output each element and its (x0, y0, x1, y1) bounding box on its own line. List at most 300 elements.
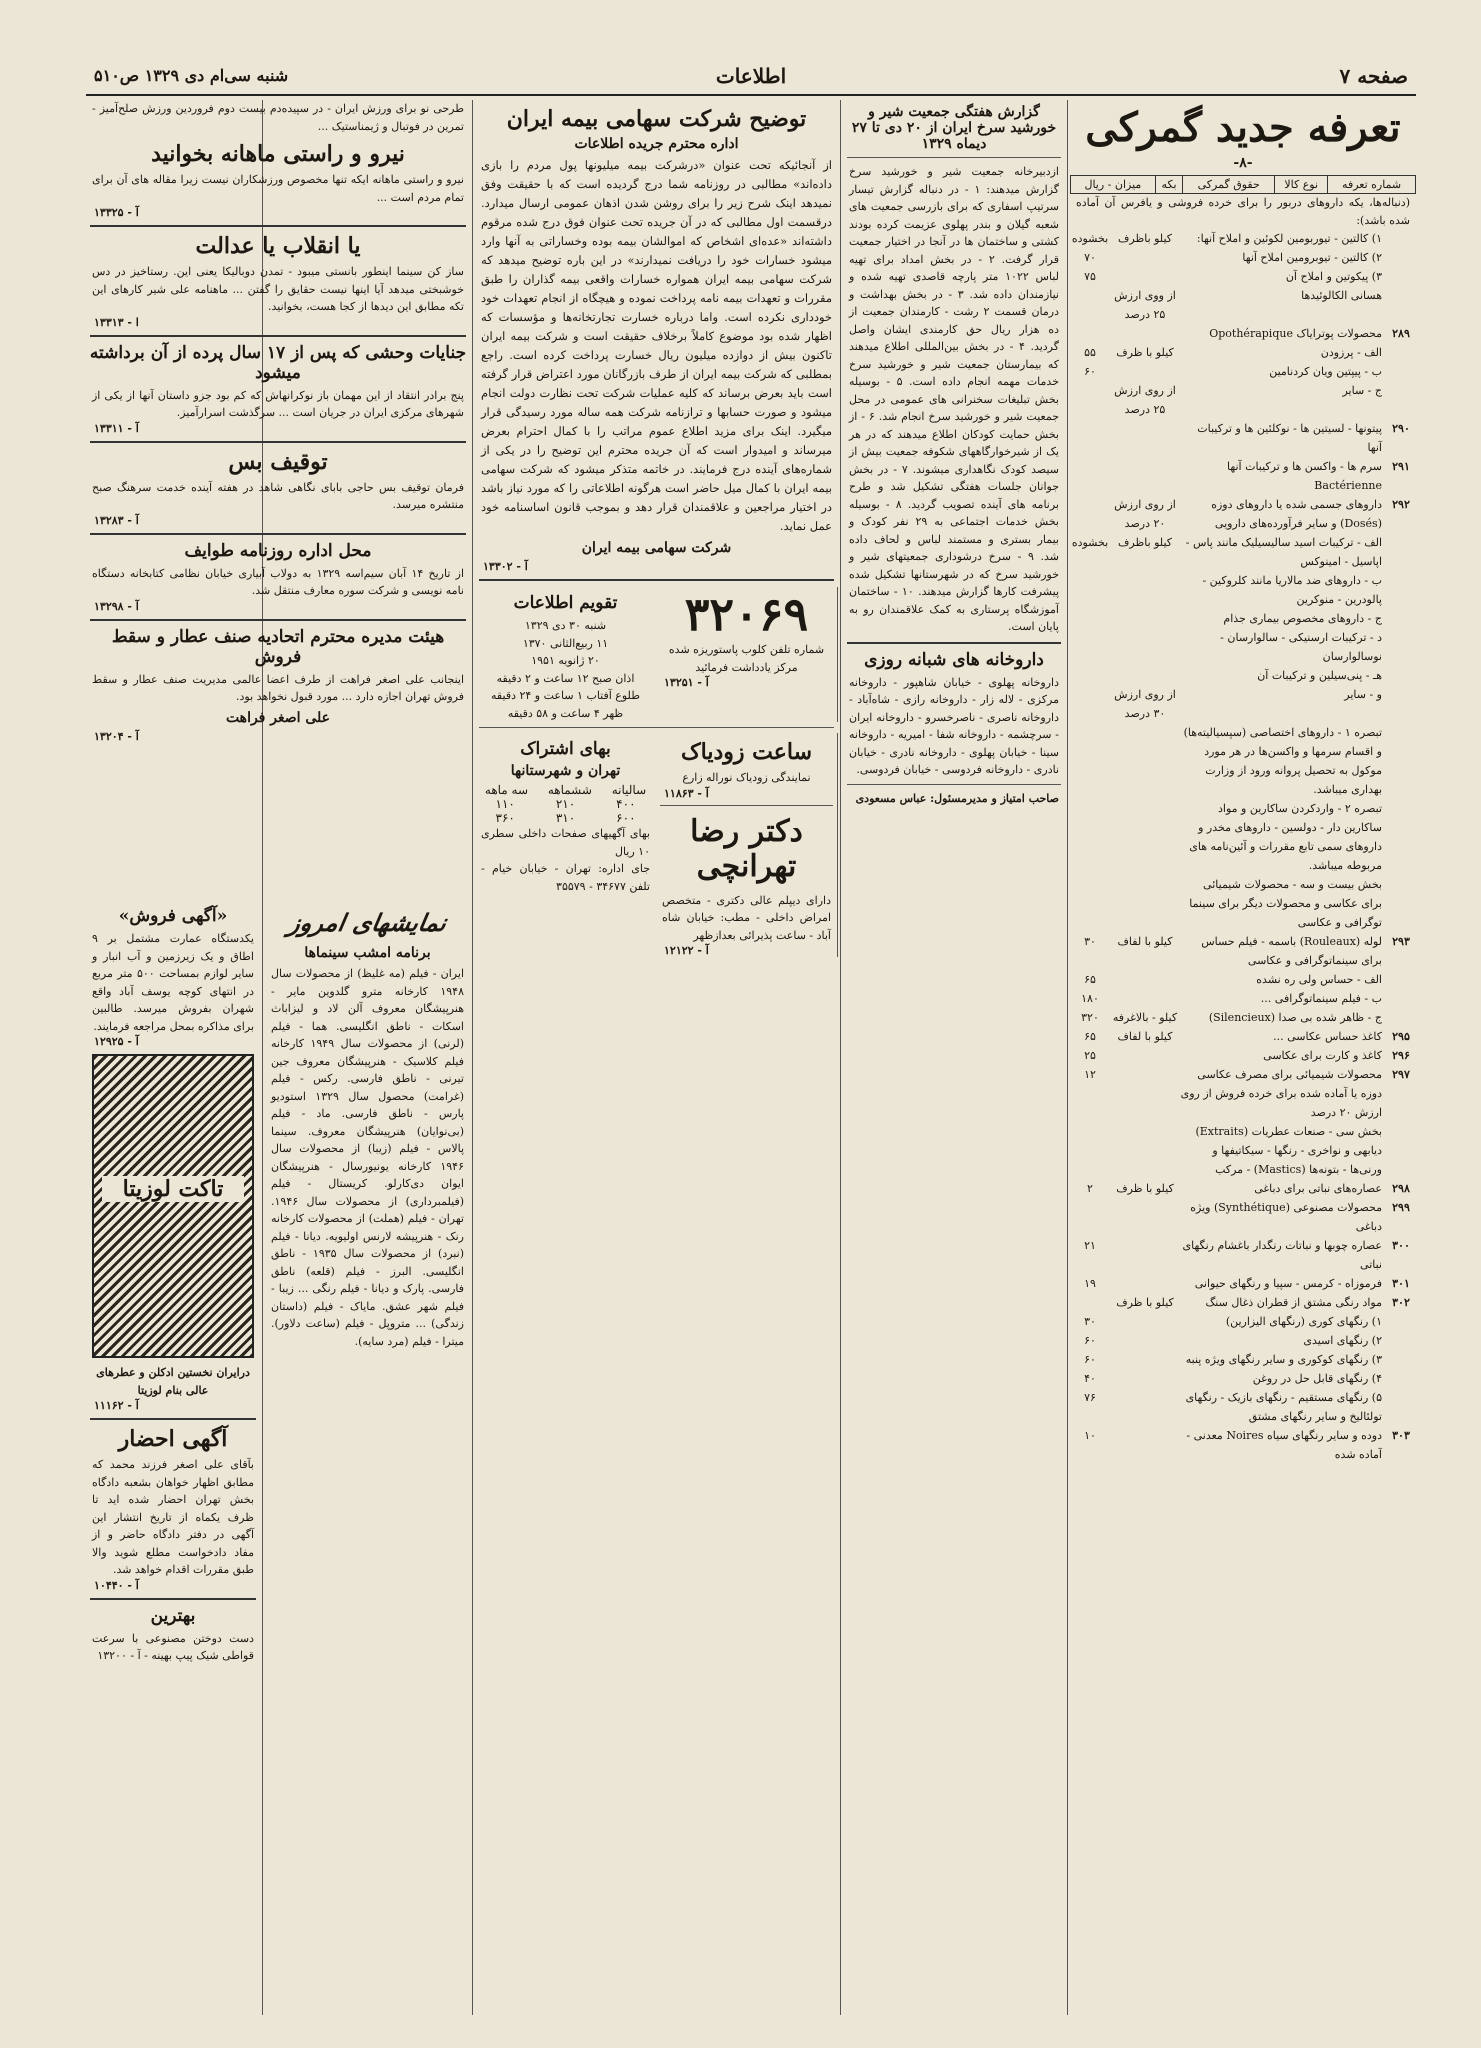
doctor-ref: آ - ۱۲۱۲۲ (664, 944, 709, 957)
report-body: ازدبیرخانه جمعیت شیر و خورشید سرخ گزارش میدهند: ۱ - در دنباله گزارش تیسار سرتیپ اسفاری که برای بازرسی جمعیت های شعبه گیلان و بندر پهلوی عزیمت کرده بودند کشتی و ساختمان ها در آنجا در اختیار جمعیت قرار گرفت. ۲ - در بخش امداد برای تهیه لباس ۱۰۲۲ متر پارچه قاصدی تهیه شده و نیازمندان داده شد. ۳ - در بخش بهداشت و درمان قسمت ۲ رشت - کارمندان جمعیت از ده هزار ریال حق کارمندی ایشان واصل گردید. ۴ - در بخش بین‌المللی اطلاع میدهند که بیمارستان جمعیت شیر و خورشید سرخ خدمات مهمه انجام داده است. ۵ - بوسیله بخش تبلیغات سخنرانی های عمومی در محل جمعیت شیر و خورشید سرخ انجام شد. ۶ - از بخش حمایت کودکان اطلاع میدهند که در هر یک از شیرخوارگاههای شکوفه جمعیت بیش از سیصد کودک نگاهداری میشوند. ۷ - در بخش جوانان جلسات هفتگی تشکیل شد و طرح برنامه های آینده تصویب گردید. ۸ - بوسیله بخش خدمات اجتماعی به ۲۹ نفر کودک و بیمار بستری و مستمند لباس و لحاف داده شد. ۹ - سرخ درشوداری جمعیتهای شیر و خورشید سرخ که در شهرستانها تشکیل شده پیشرفت کارها گزارش میدهند. ۱۰ - ساختمان آموزشگاه پرستاری به کمک علاقمندان رو به پایان است. (849, 165, 1060, 633)
tariff-description: الف - پرزودن (1320, 346, 1382, 359)
insurance-column (475, 100, 838, 2020)
office-body: از تاریخ ۱۴ آبان سیم‌اسه ۱۳۲۹ به دولاب آبیاری خیابان نظامی کتابخانه دستگاه نامه نویسی و شرکت سوره معارف منتقل شد. (92, 566, 465, 597)
sub-cell: ۶۰۰ (616, 811, 636, 825)
tariff-number (1386, 685, 1416, 723)
tariff-number: ۲۹۸ (1392, 1182, 1410, 1195)
head-goods: نوع کالا (1275, 176, 1328, 194)
tariff-row (1070, 381, 1416, 419)
tariff-row (1070, 267, 1416, 286)
tariff-number: ۲۹۵ (1392, 1030, 1410, 1043)
tariff-number (1386, 362, 1416, 381)
sub-head-year: سالیانه (611, 783, 647, 797)
tariff-description: تبصره ۱ - داروهای اختصاصی (سپسیالیته‌ها) و اقسام سرمها و واکسن‌ها در هر مورد موکول به تحصیل پروانه ورود از وزارت بهداری میباشد. (1183, 726, 1382, 796)
tariff-unit (1110, 1046, 1180, 1065)
divider (90, 1598, 256, 1600)
tariff-unit (1110, 1388, 1180, 1426)
tariff-number: ۲۹۳ (1392, 935, 1410, 948)
tariff-unit: کیلو با ظرف (1116, 346, 1174, 359)
tariff-description: بخش بیست و سه - محصولات شیمیائی برای عکاسی و محصولات دیگر برای سینما توگرافی و عکاسی (1189, 878, 1382, 929)
assoc-ref: آ - ۱۳۲۰۴ (94, 729, 139, 743)
tariff-table-head (1070, 175, 1416, 194)
tariff-number (1386, 571, 1416, 609)
tariff-description: ۲) رنگهای اسیدی (1303, 1334, 1382, 1347)
revolution-title: یا انقلاب یا عدالت (195, 233, 361, 259)
assoc-body: اینجانب علی اصغر فراهت از طرف اعضا عالمی مدیریت صنف عطار و سقط فروش تهران اجازه دارد ... مورد قبول نخواهد بود. (92, 672, 464, 703)
tariff-row (1070, 932, 1416, 970)
head-amount: میزان - ریال (1071, 176, 1156, 194)
tariff-value: ۶۰ (1084, 1353, 1096, 1366)
subscription-address: جای اداره: تهران - خیابان خیام - تلفن ۳۴۶۷۷ - ۳۵۵۷۹ (481, 862, 650, 893)
tariff-row (1070, 1426, 1416, 1464)
tariff-description: هسانی الکالوئیدها (1301, 289, 1382, 302)
tariff-description: مواد رنگی مشتق از قطران ذغال سنگ (1205, 1296, 1382, 1309)
sub-cell: ۳۱۰ (555, 811, 576, 825)
tariff-value: ۱۸۰ (1081, 992, 1099, 1005)
tariff-value (1070, 419, 1110, 457)
tariff-value (1070, 1293, 1110, 1312)
tariff-number (1386, 533, 1416, 571)
tariff-row (1070, 533, 1416, 571)
watch-ref: آ - ۱۱۸۶۳ (664, 786, 709, 800)
tariff-value (1070, 286, 1110, 324)
tariff-unit (1110, 875, 1180, 932)
sub-head-half: ششماهه (547, 783, 592, 797)
sports-title: نیرو و راستی ماهانه بخوانید (151, 141, 405, 167)
tariff-unit: از روی ارزش ۲۵ درصد (1114, 384, 1176, 416)
tariff-description: دوزه یا آماده شده برای خرده فروش از روی ارزش ۲۰ درصد (1180, 1087, 1382, 1119)
tariff-value: ۷۵ (1084, 270, 1096, 283)
calendar-rows (475, 617, 656, 722)
tariff-row (1070, 286, 1416, 324)
tariff-value: ۲۵ (1084, 1049, 1096, 1062)
tariff-unit: کیلو با لفاف (1117, 1030, 1173, 1043)
tariff-description: محصولات پوترایاک Opothérapique (1209, 327, 1382, 340)
tariff-value (1070, 495, 1110, 533)
tariff-number (1386, 286, 1416, 324)
tariff-description: پیتونها - لسیتین ها - نوکلئین ها و ترکیبات آنها (1197, 422, 1382, 454)
tariff-unit (1110, 799, 1180, 875)
tariff-unit (1110, 457, 1180, 495)
watch-title: ساعت زودیاک (680, 739, 813, 765)
page-number: صفحه ۷ (1339, 64, 1408, 88)
tariff-number (1386, 381, 1416, 419)
report-title: گزارش هفتگی جمعیت شیر و خورشید سرخ ایران از ۲۰ دی تا ۲۷ دیماه ۱۳۲۹ (851, 104, 1057, 152)
publisher-line: صاحب امتیاز و مدیرمسئول: عباس مسعودی (855, 791, 1059, 805)
divider (90, 1418, 256, 1420)
tariff-description: ب - پیپتین ویان کردنامین (1269, 365, 1382, 378)
newspaper-name: اطلاعات (715, 64, 787, 88)
tariff-row (1070, 248, 1416, 267)
crime-ref: آ - ۱۳۳۱۱ (94, 421, 139, 435)
summons-body: بآقای علی اصغر فرزند محمد که مطابق اظهار خواهان بشعبه دادگاه بخش تهران احضار شده اید تا ظرف یکماه از تاریخ انتشار این آگهی در دفتر دادگاه حاضر و از مفاد دادخواست مطلع شوید والا طبق مقررات اقدام خواهد شد. (92, 1458, 254, 1576)
tariff-row (1070, 1369, 1416, 1388)
tariff-value: ۷۰ (1084, 251, 1096, 264)
divider (847, 157, 1061, 158)
tariff-description: تبصره ۲ - واردکردن ساکارین و مواد ساکارین دار - دولسین - داروهای مخدر و داروهای سمی تابع مقررات و آئین‌نامه های مربوطه میباشد. (1189, 802, 1382, 872)
tariff-number: ۲۹۶ (1392, 1049, 1410, 1062)
tariff-number (1386, 609, 1416, 628)
tariff-row (1070, 324, 1416, 343)
tariff-value (1070, 324, 1110, 343)
tariff-number (1386, 1331, 1416, 1350)
tariff-description: ج - سایر (1342, 384, 1382, 397)
tariff-row (1070, 666, 1416, 685)
tariff-description: لوله (Rouleaux) باسمه - فیلم حساس برای سینماتوگرافی و عکاسی (1201, 935, 1382, 967)
tariff-description: داروهای جسمی شده یا داروهای دوزه (Dosés) و سایر فرآورده‌های دارویی (1211, 498, 1382, 530)
tariff-unit (1110, 362, 1180, 381)
left-bottom-column (86, 900, 260, 2020)
tariff-value (1070, 609, 1110, 628)
tariff-unit: کیلو با ظرف (1116, 1182, 1174, 1195)
tariff-value (1070, 457, 1110, 495)
tariff-rows (1070, 229, 1416, 1464)
phone-number: ۳۲۰۶۹ (684, 587, 809, 641)
column-rule (472, 100, 473, 2015)
tariff-number: ۳۰۱ (1392, 1277, 1410, 1290)
sub-head-quarter: سه ماهه (484, 783, 529, 797)
tariff-number (1386, 1388, 1416, 1426)
tariff-unit (1110, 989, 1180, 1008)
tariff-value: ۴۰ (1084, 1372, 1096, 1385)
tariff-row (1070, 1122, 1416, 1179)
perfume-ad-art (92, 1054, 254, 1358)
tariff-description: ب - داروهای ضد مالاریا مانند کلروکین - پالودرین - منوکرین (1202, 574, 1382, 606)
tariff-value (1070, 1198, 1110, 1236)
cinema-header: نمایشهای امروز (286, 908, 449, 937)
tariff-value: ۶۰ (1084, 365, 1096, 378)
tariff-description: بخش سی - صنعات عطریات (Extraits) دیابهی و نواخری - رنگها - سیکاتیفها و ورنی‌ها - بتونه‌ها (Mastics) - مرکب (1195, 1125, 1382, 1176)
tariff-value: بخشوده (1071, 232, 1109, 245)
sports-ref: آ - ۱۳۳۲۵ (94, 206, 139, 219)
tariff-row (1070, 1293, 1416, 1312)
revolution-ref: ا - ۱۳۳۱۳ (94, 315, 139, 329)
tariff-number: ۳۰۲ (1392, 1296, 1410, 1309)
watch-doctor-ads (656, 733, 838, 957)
sports-note: نیرو و راستی ماهانه ایکه تنها مخصوص ورزشکاران نیست زیرا مقاله های آن برای تمام مردم است ... (92, 173, 464, 204)
tariff-number (1386, 799, 1416, 875)
tariff-title: تعرفه جدید گمرکی (1085, 104, 1401, 151)
office-ref: آ - ۱۳۲۹۸ (94, 599, 139, 613)
tariff-row (1070, 1274, 1416, 1293)
tariff-unit (1110, 419, 1180, 457)
sale-ref: آ - ۱۲۹۲۵ (94, 1035, 139, 1048)
tariff-value: ۱۲ (1084, 1068, 1096, 1081)
tariff-description: ۴) رنگهای قابل حل در روغن (1252, 1372, 1382, 1385)
tariff-unit (1110, 248, 1180, 267)
cinema-body: ایران - فیلم (مه غلیظ) از محصولات سال ۱۹۴۸ کارخانه مترو گلدوین مایر - هنرپیشگان معروف آلن لاد و لیزاباث اسکات - ناطق انگلیسی. هما - فیلم (لرنی) از محصولات سال ۱۹۴۹ کارخانه فیلم کلاسیک - هنرپیشگان معروف جین تیرنی - ناطق فارسی. رکس - فیلم (غرامت) محصول سال ۱۳۲۹ استودیو پارس - ناطق فارسی. ماد - فیلم (بی‌نوایان) هنرپیشگان معروف. سینما پالاس - فیلم (زیبا) از محصولات سال ۱۹۴۶ کارخانه یونیورسال - هنرپیشگان ایوان دی‌کارلو. کریستال - فیلم (فیلمبرداری) از محصولات سال ۱۹۴۶. تهران - فیلم (هملت) از محصولات کارخانه رنک - هنرپیشه لارنس اولیویه. دیانا - فیلم (نبرد) از محصولات سال ۱۹۳۵ - ناطق انگلیسی. البرز - فیلم (قلعه) ناطق فارسی. پارک و دیانا - فیلم رنگی ... زیبا - فیلم شهر عشق. مایاک - فیلم (داستان زندگی) ... متروپل - فیلم (ساعت دلاور). میترا - فیلم (مرد سایه). (271, 967, 464, 1348)
tariff-number: ۲۹۰ (1392, 422, 1410, 435)
tariff-unit (1110, 1274, 1180, 1293)
best-title: بهترین (150, 1605, 196, 1626)
tariff-row (1070, 799, 1416, 875)
insurance-title: توضیح شرکت سهامی بیمه ایران (506, 106, 807, 132)
tariff-description: کاغذ حساس عکاسی ... (1273, 1030, 1382, 1043)
calendar-row: ۲۰ ژانویه ۱۹۵۱ (531, 654, 600, 667)
divider (90, 533, 466, 535)
phone-caption: شماره تلفن کلوب پاستوریزه شده مرکز یادداشت فرمائید (668, 643, 825, 674)
tariff-number (1386, 875, 1416, 932)
tariff-description: ج - داروهای مخصوص بیماری جذام (1223, 612, 1382, 625)
tariff-value (1070, 799, 1110, 875)
tariff-description: فرموزاه - کرمس - سپیا و رنگهای حیوانی (1194, 1277, 1382, 1290)
tariff-row (1070, 571, 1416, 609)
page-header (86, 62, 1416, 96)
tariff-value (1070, 666, 1110, 685)
tariff-row (1070, 970, 1416, 989)
tariff-unit: کیلو با لفاف (1117, 935, 1173, 948)
divider (479, 727, 834, 728)
tariff-row (1070, 362, 1416, 381)
tariff-description: ۵) رنگهای مستقیم - رنگهای بازیک - رنگهای تولئالیخ و سایر رنگهای مشتق (1185, 1391, 1382, 1423)
calendar-box (475, 587, 656, 722)
tariff-row (1070, 628, 1416, 666)
tariff-unit (1110, 1312, 1180, 1331)
tariff-value (1070, 685, 1110, 723)
calendar-row: شنبه ۳۰ دی ۱۳۲۹ (524, 619, 607, 632)
insurance-body: از آنجائیکه تحت عنوان «درشرکت بیمه میلیونها پول مردم را بازی داده‌اند» مطالبی در روزنامه شما درج گردیده است که با حقیقت وفق نمیدهد اینک شرح زیر را برای روشن شدن اذهان عمومی ارسال میدارد. درقسمت اول مطالبی که در آن جریده تحت عنوان فوق درج شده مرقوم داشته‌اند «عده‌ای اشخاص که اموالشان بیمه بوده وخساراتی به آنها وارد میشود خسارات خود را دریافت نمیدارند» در این باره توضیح میدهد که شرکت سهامی بیمه ایران همواره خسارات واقعی بیمه گذاران را طبق مقررات و تعهدات بیمه نامه پرداخت نموده و هیچگاه از انجام تعهدات خود خودداری نکرده است. واما درباره خسارت تجارتخانه‌ها و مؤسسات که اظهار شده بود موضوع کاملاً برخلاف حقیقت است و شرکت بیمه ایران تاکنون بیش از دوازده میلیون ریال خسارت پرداخت کرده است. راجع بمطلبی که شرکت بیمه ایران از طرف بازرگانان مورد اعتراض قرار گرفته است باید بعرض برساند که کلیه عملیات شرکت تحت نظارت دولت انجام میشود و صورت حسابها و ترازنامه شرکت همه ساله مورد رسیدگی قرار میگیرد. اینک برای مزید اطلاع عموم مراتب را با کمال احترام بعرض میرساند و امیدوار است که آن جریده محترم این توضیح را در یکی از شماره‌های آینده درج فرمایند. در خاتمه متذکر میشود که شرکت سهامی بیمه ایران با کمال میل حاضر است هرگونه اطلاعاتی را که مورد نیاز باشد در اختیار مراجعین و علاقمندان قرار دهد و بموجب قانون اساسنامه خود عمل نماید. (481, 158, 832, 533)
sub-cell: ۴۰۰ (616, 797, 636, 811)
divider (847, 642, 1061, 644)
tariff-value (1070, 875, 1110, 932)
tariff-description: ب - فیلم سینماتوگرافی ... (1260, 992, 1382, 1005)
insurance-signature: شرکت سهامی بیمه ایران (581, 540, 732, 556)
tariff-description: سرم ها - واکسن ها و ترکیبات آنها Bactérienne (1227, 460, 1382, 492)
pharmacy-title: داروخانه های شبانه روزی (864, 649, 1044, 670)
subscription-row-2 (475, 811, 656, 825)
tariff-row (1070, 1331, 1416, 1350)
tariff-unit (1110, 1426, 1180, 1464)
insurance-subtitle: اداره محترم جریده اطلاعات (574, 136, 739, 152)
tariff-unit (1110, 1198, 1180, 1236)
summons-ref: آ - ۱۰۴۴۰ (94, 1578, 139, 1592)
tariff-row (1070, 229, 1416, 248)
tariff-unit (1110, 1065, 1180, 1084)
tariff-number (1386, 1369, 1416, 1388)
tariff-row (1070, 1027, 1416, 1046)
tariff-number: ۲۹۱ (1392, 460, 1410, 473)
tariff-description: الف - حساس ولی ره نشده (1256, 973, 1382, 986)
pharmacy-body: داروخانه پهلوی - خیابان شاهپور - داروخانه مرکزی - لاله زار - داروخانه رازی - شاه‌آباد - داروخانه ناصری - ناصرخسرو - داروخانه ایران - سرچشمه - داروخانه شفا - امیریه - داروخانه سینا - خیابان پهلوی - داروخانه نادری - خیابان نادری - داروخانه فردوسی - خیابان فردوسی. (849, 675, 1059, 776)
tariff-row (1070, 1065, 1416, 1084)
tariff-value (1070, 723, 1110, 799)
tariff-value: ۲ (1087, 1182, 1093, 1195)
sub-cell: ۱۱۰ (495, 797, 515, 811)
tariff-unit: کیلو با ظرف (1116, 1296, 1174, 1309)
assoc-signature: علی اصغر فراهت (225, 709, 331, 726)
tariff-number: ۲۹۷ (1392, 1068, 1410, 1081)
phone-ref: آ - ۱۳۲۵۱ (664, 676, 709, 689)
tariff-number: ۲۹۹ (1392, 1201, 1410, 1214)
tariff-description: ۱) کالتین - تیوربومین لکوئین و املاح آنها: (1196, 232, 1382, 245)
tariff-unit (1110, 609, 1180, 628)
tariff-number (1386, 989, 1416, 1008)
head-duties: حقوق گمرکی (1183, 176, 1275, 194)
tariff-unit (1110, 267, 1180, 286)
tariff-value: ۶۵ (1084, 1030, 1096, 1043)
divider (90, 225, 466, 227)
tariff-value: ۲۱ (1084, 1239, 1096, 1252)
seize-body: فرمان توقیف بس حاجی بابای نگاهی شاهد در هفته آینده خدمت سرهنگ صبح منتشره میرسد. (92, 480, 464, 511)
tariff-description: ۱) رنگهای کوری (رنگهای الیزارین) (1225, 1315, 1382, 1328)
sub-cell: ۲۱۰ (555, 797, 576, 811)
tariff-number: ۲۸۹ (1392, 327, 1410, 340)
divider (90, 441, 466, 443)
tariff-value: ۷۶ (1084, 1391, 1096, 1404)
tariff-number (1386, 248, 1416, 267)
doctor-name: دکتر رضا تهرانچی (690, 813, 803, 884)
tariff-description: ۳) رنگهای کوکوری و سایر رنگهای ویژه پنبه (1185, 1353, 1382, 1366)
tariff-row (1070, 1046, 1416, 1065)
crime-body: پنج برادر انتقاد از این مهمان باز نوکرانهاش که کم بود جزو داستان آنها از یکی از شهرهای مرکزی ایران در جریان است ... سرگذشت اسرارآمیز. (92, 388, 464, 419)
tariff-value: ۳۰ (1084, 935, 1096, 948)
tariff-value (1070, 1084, 1110, 1122)
bottom-ads-row-2 (475, 733, 838, 957)
head-number: شماره تعرفه (1328, 176, 1416, 194)
watch-body: نمایندگی زودیاک نوراله زارع (682, 771, 811, 784)
tariff-description: الف - ترکیبات اسید سالیسیلیک مانند پاس - اپاسیل - امینوکس (1185, 536, 1382, 568)
tariff-intro: (دنباله‌ها، یکه داروهای دربور را برای خرده فروشی و یافرس آن آماده شده باشد): (1076, 196, 1410, 227)
tariff-number: ۳۰۳ (1392, 1429, 1410, 1442)
seize-ref: آ - ۱۳۲۸۳ (94, 513, 139, 527)
tariff-unit: از روی ارزش ۲۰ درصد (1114, 498, 1176, 530)
tariff-row (1070, 875, 1416, 932)
tariff-value: ۶۰ (1084, 1334, 1096, 1347)
tariff-row (1070, 1198, 1416, 1236)
tariff-number (1386, 723, 1416, 799)
tariff-value: ۱۰ (1084, 1429, 1096, 1442)
tariff-row (1070, 343, 1416, 362)
issue-date: شنبه سی‌ام دی ۱۳۲۹ ص۵۱۰ (94, 66, 289, 85)
calendar-title: تقویم اطلاعات (513, 593, 618, 613)
phone-ad (656, 587, 838, 722)
tariff-row (1070, 685, 1416, 723)
cinema-sub: برنامه امشب سینماها (304, 945, 431, 961)
tariff-unit (1110, 723, 1180, 799)
tariff-unit (1110, 970, 1180, 989)
perfume-ad-caption: درایران نخستین ادکلن و عطرهای عالی بنام لوزیتا (96, 1366, 250, 1397)
tariff-unit (1110, 1236, 1180, 1274)
crime-title: جنایات وحشی که پس از ۱۷ سال پرده از آن برداشته میشود (89, 342, 467, 383)
tariff-row (1070, 457, 1416, 495)
tariff-number (1386, 970, 1416, 989)
tariff-unit (1110, 1122, 1180, 1179)
head-unit: بکه (1155, 176, 1182, 194)
tariff-number (1386, 1312, 1416, 1331)
calendar-row: طلوع آفتاب ۱ ساعت و ۲۴ دقیقه (491, 689, 640, 702)
tariff-description: د - ترکیبات ارسنیکی - سالوارسان - نوسالوارسان (1220, 631, 1382, 663)
tariff-number (1386, 666, 1416, 685)
calendar-row: ۱۱ ربیع‌الثانی ۱۳۷۰ (522, 636, 609, 650)
tariff-unit (1110, 1369, 1180, 1388)
tariff-row (1070, 723, 1416, 799)
cinema-column (265, 900, 470, 2020)
tariff-column (1070, 100, 1416, 2020)
tariff-description: محصولات شیمیائی برای مصرف عکاسی (1197, 1068, 1382, 1081)
tariff-unit: کیلو باظرف (1117, 232, 1173, 245)
tariff-value: ۱۹ (1084, 1277, 1096, 1290)
tariff-description: هـ - پنی‌سیلین و ترکیبات آن (1257, 669, 1382, 682)
tariff-description: دوده و سایر رنگهای سیاه Noires معدنی - آماده شده (1186, 1429, 1382, 1461)
divider (90, 619, 466, 621)
tariff-value: ۵۵ (1084, 346, 1096, 359)
tariff-number (1386, 267, 1416, 286)
tariff-value (1070, 628, 1110, 666)
tariff-row (1070, 495, 1416, 533)
subscription-box (475, 733, 656, 957)
sub-cell: ۳۶۰ (495, 811, 515, 825)
calendar-row: ظهر ۴ ساعت و ۵۸ دقیقه (507, 706, 624, 720)
tariff-number (1386, 229, 1416, 248)
tariff-unit: از روی ارزش ۳۰ درصد (1114, 688, 1176, 720)
best-body: دست دوختن مصنوعی با سرعت قواطی شیک پیپ بهینه - آ - ۱۳۲۰۰ (92, 1631, 254, 1662)
tariff-number (1386, 1084, 1416, 1122)
office-title: محل اداره روزنامه طوایف (184, 540, 372, 561)
tariff-number (1386, 1350, 1416, 1369)
tariff-value (1070, 571, 1110, 609)
tariff-description: ۲) کالتین - تیوبرومین املاح آنها (1242, 251, 1382, 264)
bottom-ads-row-1 (475, 587, 838, 722)
sports-body: طرحی نو برای ورزش ایران - در سپیده‌دم بیست دوم فروردین ورزش صلح‌آمیز - تمرین در فوتبال و ژیمناستیک ... (92, 102, 464, 133)
tariff-unit (1110, 628, 1180, 666)
tariff-unit: کیلو باظرف (1117, 536, 1173, 549)
divider (479, 579, 834, 581)
tariff-row (1070, 1084, 1416, 1122)
tariff-number (1386, 343, 1416, 362)
column-rule (1067, 100, 1068, 2015)
subscription-title: بهای اشتراک (520, 739, 611, 759)
tariff-description: ج - ظاهر شده بی صدا (Silencieux) (1208, 1011, 1382, 1024)
tariff-value (1070, 1122, 1110, 1179)
doctor-body: دارای دیپلم عالی دکتری - متخصص امراض داخلی - مطب: خیابان شاه آباد - ساعت پذیرائی بعدازظهر (662, 893, 831, 942)
tariff-row (1070, 989, 1416, 1008)
insurance-ref: آ - ۱۳۳۰۲ (483, 560, 528, 573)
tariff-unit (1110, 1350, 1180, 1369)
tariff-unit (1110, 1084, 1180, 1122)
tariff-unit (1110, 1331, 1180, 1350)
subscription-head (475, 783, 656, 797)
tariff-number (1386, 628, 1416, 666)
tariff-number (1386, 1122, 1416, 1179)
report-column (843, 100, 1065, 2020)
tariff-row (1070, 419, 1416, 457)
tariff-description: عصاره چوبها و نباتات رنگدار باغشام رنگهای نباتی (1182, 1239, 1382, 1271)
calendar-row: اذان صبح ۱۲ ساعت و ۲ دقیقه (496, 671, 635, 685)
tariff-description: عصاره‌های نباتی برای دباغی (1254, 1182, 1382, 1195)
tariff-value: ۳۲۰ (1081, 1011, 1099, 1024)
sale-body: یکدستگاه عمارت مشتمل بر ۹ اطاق و یک زیرزمین و آب انبار و سایر لوازم بمساحت ۵۰۰ متر مربع در انتهای کوچه یوسف آباد واقع شهران بفروش میرسد. طالبین برای مذاکره بمحل مراجعه فرمایند. (92, 932, 255, 1033)
subscription-row-1 (475, 797, 656, 811)
tariff-description: ۳) پیکوتین و املاح آن (1285, 270, 1382, 283)
tariff-number: ۲۹۲ (1392, 498, 1410, 511)
tariff-row (1070, 1008, 1416, 1027)
assoc-title: هیئت مدیره محترم اتحادیه صنف عطار و سقط فروش (111, 626, 445, 667)
divider (660, 805, 833, 806)
summons-title: آگهی احضار (118, 1426, 228, 1452)
tariff-row (1070, 1388, 1416, 1426)
tariff-row (1070, 1350, 1416, 1369)
divider (90, 335, 466, 337)
tariff-row (1070, 1312, 1416, 1331)
tariff-unit: از ووی ارزش ۲۵ درصد (1114, 289, 1176, 321)
tariff-number: ۳۰۰ (1392, 1239, 1410, 1252)
tariff-unit (1110, 324, 1180, 343)
tariff-description: محصولات مصنوعی (Synthétique) ویژه دباغی (1190, 1201, 1382, 1233)
tariff-description: کاغذ و کارت برای عکاسی (1263, 1049, 1382, 1062)
perfume-ad-text: تاکت لوزیتا (102, 1176, 244, 1202)
seize-title: توقیف بس (228, 448, 328, 475)
tariff-number (1386, 1008, 1416, 1027)
